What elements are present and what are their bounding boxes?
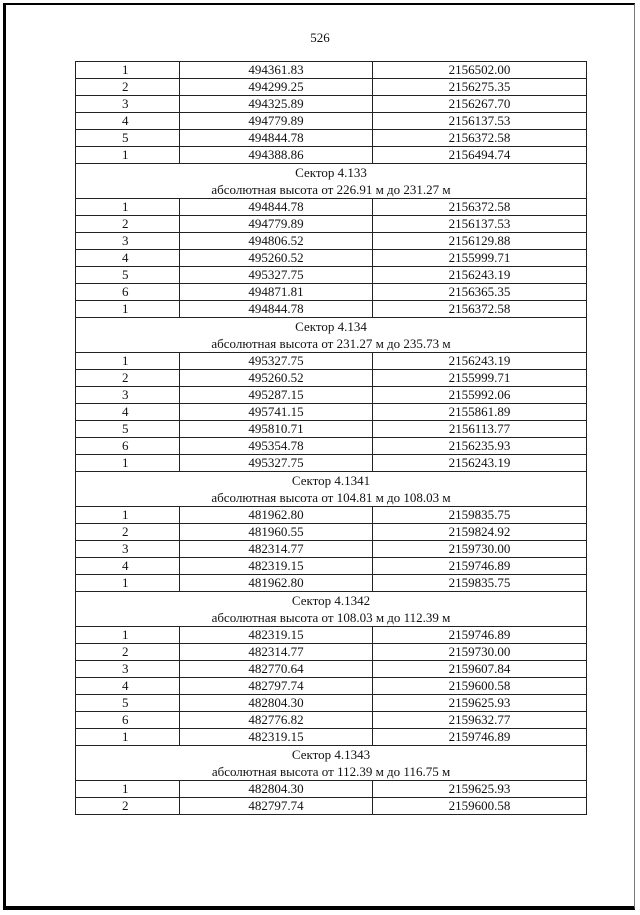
point-number-cell: 5 bbox=[76, 267, 180, 284]
point-number-cell: 3 bbox=[76, 96, 180, 113]
point-number-cell: 4 bbox=[76, 113, 180, 130]
table-row bbox=[76, 130, 587, 147]
y-coordinate-cell: 2156267.70 bbox=[373, 96, 587, 113]
point-number-cell: 3 bbox=[76, 387, 180, 404]
sector-title: Сектор 4.1342 bbox=[76, 592, 587, 610]
y-coordinate-cell: 2159824.92 bbox=[373, 524, 587, 541]
table-row bbox=[76, 96, 587, 113]
point-number-cell: 1 bbox=[76, 455, 180, 472]
x-coordinate-cell: 494871.81 bbox=[180, 284, 373, 301]
point-number-cell: 3 bbox=[76, 661, 180, 678]
x-coordinate-cell: 495327.75 bbox=[180, 455, 373, 472]
y-coordinate-cell: 2159746.89 bbox=[373, 558, 587, 575]
y-coordinate-cell: 2156235.93 bbox=[373, 438, 587, 455]
y-coordinate-cell: 2156243.19 bbox=[373, 267, 587, 284]
x-coordinate-cell: 495260.52 bbox=[180, 250, 373, 267]
sector-altitude: абсолютная высота от 226.91 м до 231.27 м bbox=[76, 181, 587, 199]
table-row bbox=[76, 267, 587, 284]
table-row bbox=[76, 284, 587, 301]
x-coordinate-cell: 481962.80 bbox=[180, 575, 373, 592]
y-coordinate-cell: 2159600.58 bbox=[373, 678, 587, 695]
table-row bbox=[76, 79, 587, 96]
sector-header-row bbox=[76, 609, 587, 627]
x-coordinate-cell: 482770.64 bbox=[180, 661, 373, 678]
coordinates-table-body bbox=[76, 62, 587, 815]
point-number-cell: 1 bbox=[76, 575, 180, 592]
sector-header-row bbox=[76, 472, 587, 490]
table-row bbox=[76, 507, 587, 524]
point-number-cell: 4 bbox=[76, 404, 180, 421]
table-row bbox=[76, 62, 587, 79]
table-row bbox=[76, 301, 587, 318]
x-coordinate-cell: 482797.74 bbox=[180, 798, 373, 815]
x-coordinate-cell: 495354.78 bbox=[180, 438, 373, 455]
table-row bbox=[76, 455, 587, 472]
point-number-cell: 5 bbox=[76, 695, 180, 712]
point-number-cell: 2 bbox=[76, 644, 180, 661]
y-coordinate-cell: 2156275.35 bbox=[373, 79, 587, 96]
sector-altitude: абсолютная высота от 231.27 м до 235.73 м bbox=[76, 335, 587, 353]
point-number-cell: 4 bbox=[76, 250, 180, 267]
sector-title: Сектор 4.134 bbox=[76, 318, 587, 336]
x-coordinate-cell: 482797.74 bbox=[180, 678, 373, 695]
x-coordinate-cell: 482319.15 bbox=[180, 729, 373, 746]
y-coordinate-cell: 2156372.58 bbox=[373, 199, 587, 216]
point-number-cell: 1 bbox=[76, 199, 180, 216]
y-coordinate-cell: 2159600.58 bbox=[373, 798, 587, 815]
sector-title: Сектор 4.1341 bbox=[76, 472, 587, 490]
point-number-cell: 2 bbox=[76, 79, 180, 96]
x-coordinate-cell: 495741.15 bbox=[180, 404, 373, 421]
table-row bbox=[76, 387, 587, 404]
y-coordinate-cell: 2159835.75 bbox=[373, 507, 587, 524]
point-number-cell: 1 bbox=[76, 147, 180, 164]
point-number-cell: 5 bbox=[76, 421, 180, 438]
point-number-cell: 4 bbox=[76, 678, 180, 695]
table-row bbox=[76, 575, 587, 592]
point-number-cell: 5 bbox=[76, 130, 180, 147]
point-number-cell: 3 bbox=[76, 233, 180, 250]
table-row bbox=[76, 729, 587, 746]
point-number-cell: 1 bbox=[76, 729, 180, 746]
point-number-cell: 2 bbox=[76, 370, 180, 387]
table-row bbox=[76, 678, 587, 695]
sector-header-row bbox=[76, 335, 587, 353]
y-coordinate-cell: 2159746.89 bbox=[373, 729, 587, 746]
point-number-cell: 4 bbox=[76, 558, 180, 575]
table-row bbox=[76, 627, 587, 644]
table-row bbox=[76, 421, 587, 438]
y-coordinate-cell: 2159730.00 bbox=[373, 644, 587, 661]
x-coordinate-cell: 494844.78 bbox=[180, 301, 373, 318]
y-coordinate-cell: 2159730.00 bbox=[373, 541, 587, 558]
y-coordinate-cell: 2156372.58 bbox=[373, 301, 587, 318]
y-coordinate-cell: 2156113.77 bbox=[373, 421, 587, 438]
x-coordinate-cell: 494325.89 bbox=[180, 96, 373, 113]
point-number-cell: 1 bbox=[76, 353, 180, 370]
point-number-cell: 1 bbox=[76, 62, 180, 79]
sector-header-row bbox=[76, 489, 587, 507]
table-row bbox=[76, 113, 587, 130]
x-coordinate-cell: 495287.15 bbox=[180, 387, 373, 404]
x-coordinate-cell: 495327.75 bbox=[180, 353, 373, 370]
sector-altitude: абсолютная высота от 104.81 м до 108.03 м bbox=[76, 489, 587, 507]
table-row bbox=[76, 250, 587, 267]
table-row bbox=[76, 644, 587, 661]
table-row bbox=[76, 524, 587, 541]
point-number-cell: 1 bbox=[76, 301, 180, 318]
table-row bbox=[76, 695, 587, 712]
y-coordinate-cell: 2156243.19 bbox=[373, 353, 587, 370]
point-number-cell: 1 bbox=[76, 781, 180, 798]
table-row bbox=[76, 712, 587, 729]
y-coordinate-cell: 2156494.74 bbox=[373, 147, 587, 164]
y-coordinate-cell: 2159632.77 bbox=[373, 712, 587, 729]
table-row bbox=[76, 541, 587, 558]
point-number-cell: 6 bbox=[76, 712, 180, 729]
x-coordinate-cell: 494361.83 bbox=[180, 62, 373, 79]
point-number-cell: 2 bbox=[76, 798, 180, 815]
y-coordinate-cell: 2159607.84 bbox=[373, 661, 587, 678]
y-coordinate-cell: 2155999.71 bbox=[373, 370, 587, 387]
point-number-cell: 3 bbox=[76, 541, 180, 558]
x-coordinate-cell: 494779.89 bbox=[180, 113, 373, 130]
point-number-cell: 1 bbox=[76, 507, 180, 524]
y-coordinate-cell: 2156137.53 bbox=[373, 216, 587, 233]
y-coordinate-cell: 2155999.71 bbox=[373, 250, 587, 267]
table-row bbox=[76, 353, 587, 370]
x-coordinate-cell: 494299.25 bbox=[180, 79, 373, 96]
x-coordinate-cell: 482319.15 bbox=[180, 627, 373, 644]
point-number-cell: 6 bbox=[76, 438, 180, 455]
table-row bbox=[76, 216, 587, 233]
x-coordinate-cell: 481960.55 bbox=[180, 524, 373, 541]
y-coordinate-cell: 2159625.93 bbox=[373, 695, 587, 712]
point-number-cell: 1 bbox=[76, 627, 180, 644]
x-coordinate-cell: 494388.86 bbox=[180, 147, 373, 164]
table-row bbox=[76, 558, 587, 575]
x-coordinate-cell: 482804.30 bbox=[180, 695, 373, 712]
y-coordinate-cell: 2156365.35 bbox=[373, 284, 587, 301]
sector-header-row bbox=[76, 318, 587, 336]
table-row bbox=[76, 781, 587, 798]
x-coordinate-cell: 482314.77 bbox=[180, 541, 373, 558]
y-coordinate-cell: 2156502.00 bbox=[373, 62, 587, 79]
y-coordinate-cell: 2156243.19 bbox=[373, 455, 587, 472]
x-coordinate-cell: 494806.52 bbox=[180, 233, 373, 250]
x-coordinate-cell: 482776.82 bbox=[180, 712, 373, 729]
sector-header-row bbox=[76, 181, 587, 199]
y-coordinate-cell: 2159746.89 bbox=[373, 627, 587, 644]
page-number: 526 bbox=[310, 30, 330, 45]
x-coordinate-cell: 495327.75 bbox=[180, 267, 373, 284]
y-coordinate-cell: 2156372.58 bbox=[373, 130, 587, 147]
table-row bbox=[76, 147, 587, 164]
point-number-cell: 2 bbox=[76, 524, 180, 541]
y-coordinate-cell: 2156129.88 bbox=[373, 233, 587, 250]
table-row bbox=[76, 233, 587, 250]
x-coordinate-cell: 495810.71 bbox=[180, 421, 373, 438]
x-coordinate-cell: 494779.89 bbox=[180, 216, 373, 233]
y-coordinate-cell: 2159835.75 bbox=[373, 575, 587, 592]
y-coordinate-cell: 2156137.53 bbox=[373, 113, 587, 130]
point-number-cell: 2 bbox=[76, 216, 180, 233]
table-row bbox=[76, 370, 587, 387]
y-coordinate-cell: 2155992.06 bbox=[373, 387, 587, 404]
sector-header-row bbox=[76, 164, 587, 182]
table-row bbox=[76, 199, 587, 216]
x-coordinate-cell: 482804.30 bbox=[180, 781, 373, 798]
sector-altitude: абсолютная высота от 108.03 м до 112.39 м bbox=[76, 609, 587, 627]
x-coordinate-cell: 495260.52 bbox=[180, 370, 373, 387]
table-row bbox=[76, 404, 587, 421]
sector-header-row bbox=[76, 763, 587, 781]
sector-title: Сектор 4.1343 bbox=[76, 746, 587, 764]
sector-title: Сектор 4.133 bbox=[76, 164, 587, 182]
sector-altitude: абсолютная высота от 112.39 м до 116.75 м bbox=[76, 763, 587, 781]
y-coordinate-cell: 2159625.93 bbox=[373, 781, 587, 798]
x-coordinate-cell: 482314.77 bbox=[180, 644, 373, 661]
y-coordinate-cell: 2155861.89 bbox=[373, 404, 587, 421]
table-row bbox=[76, 798, 587, 815]
x-coordinate-cell: 494844.78 bbox=[180, 130, 373, 147]
point-number-cell: 6 bbox=[76, 284, 180, 301]
x-coordinate-cell: 481962.80 bbox=[180, 507, 373, 524]
sector-header-row bbox=[76, 746, 587, 764]
x-coordinate-cell: 494844.78 bbox=[180, 199, 373, 216]
table-row bbox=[76, 661, 587, 678]
x-coordinate-cell: 482319.15 bbox=[180, 558, 373, 575]
sector-header-row bbox=[76, 592, 587, 610]
coordinates-table bbox=[75, 61, 587, 815]
table-row bbox=[76, 438, 587, 455]
